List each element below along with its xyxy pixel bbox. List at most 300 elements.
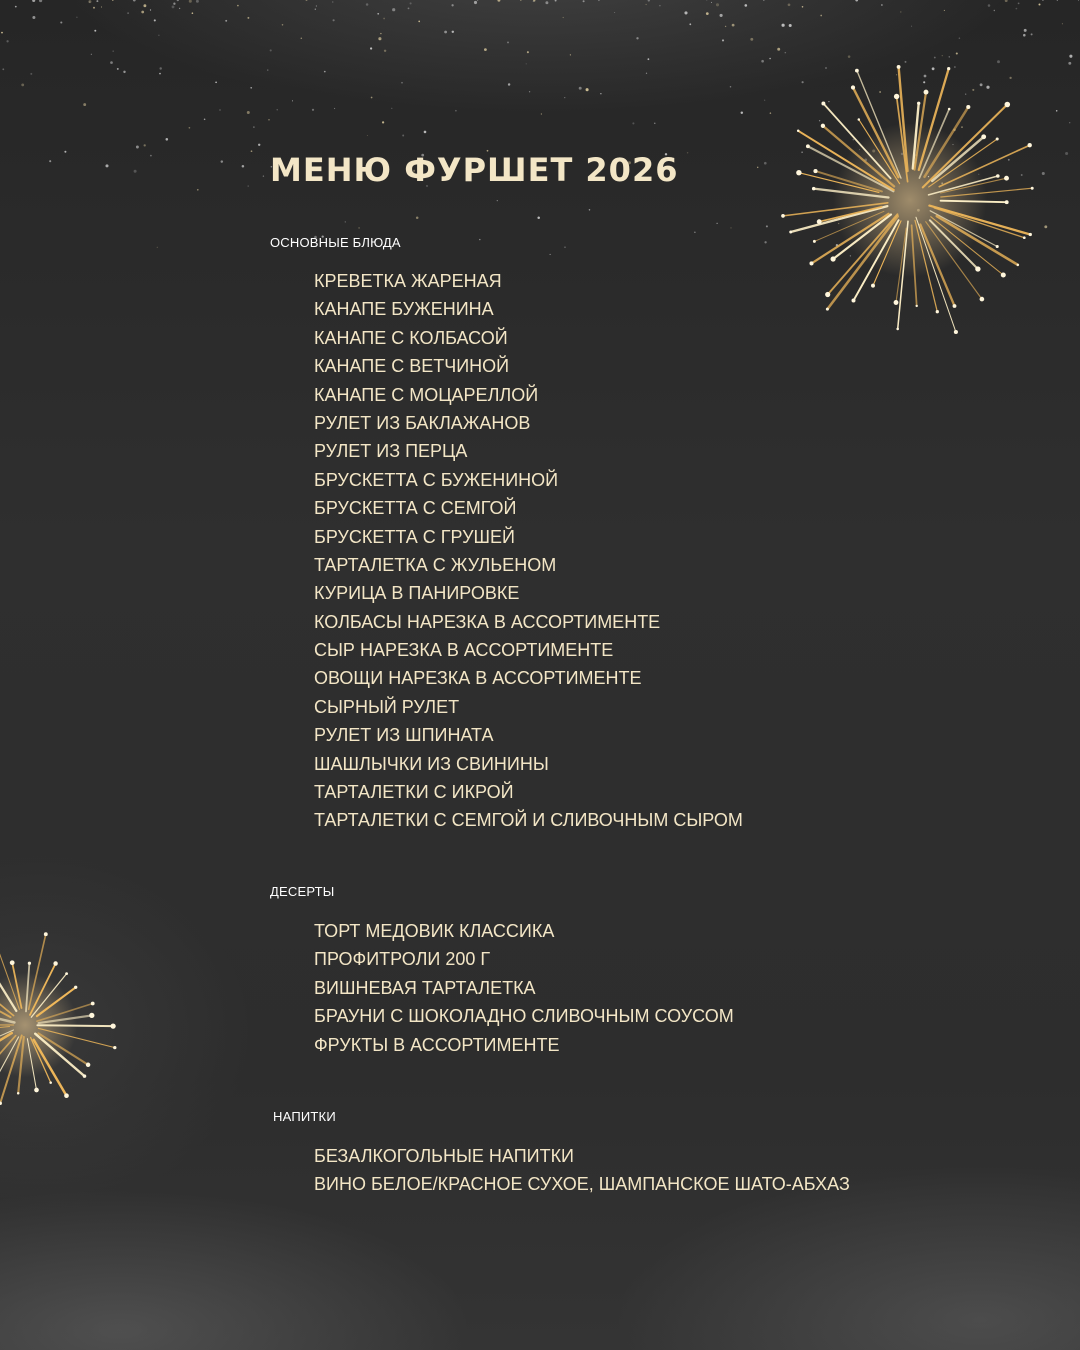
firework-spark-tip [806,144,810,148]
section-heading-drinks: НАПИТКИ [273,1109,336,1124]
star-dot [706,0,707,1]
star-dot [1008,159,1010,161]
firework-spark-tip [789,231,792,234]
star-dot [537,217,540,220]
firework-spark-tip [1001,273,1006,278]
star-dot [1057,0,1058,1]
list-item: БРУСКЕТТА С БУЖЕНИНОЙ [314,469,559,490]
star-dot [316,5,317,6]
star-dot [150,155,152,157]
firework-spark-tip [812,187,816,191]
firework-spark-tip [65,972,68,975]
star-dot [144,144,146,146]
list-item: КУРИЦА В ПАНИРОВКЕ [314,583,520,604]
section-heading-desserts: ДЕСЕРТЫ [270,884,335,899]
list-item: ТОРТ МЕДОВИК КЛАССИКА [314,921,555,941]
star-dot [750,38,753,41]
firework-spark-tip [1028,143,1032,147]
star-dot [741,111,743,113]
star-dot [744,4,747,7]
star-dot [507,41,509,43]
star-dot [136,146,139,149]
firework-spark-tip [91,1002,95,1006]
star-dot [157,247,158,248]
firework-spark-tip [0,1101,2,1105]
star-dot [277,109,278,110]
star-dot [225,20,227,22]
firework-spark-tip [915,305,917,307]
star-dot [345,221,346,222]
star-dot [91,54,92,55]
star-dot [1021,174,1023,176]
firework-spark-tip [896,328,899,331]
star-dot [301,38,303,40]
star-dot [972,89,974,91]
star-dot [179,8,180,9]
star-dot [1056,110,1058,112]
firework-spark-tip [1004,176,1009,181]
star-dot [1038,3,1040,5]
star-dot [189,0,192,3]
star-dot [1031,33,1033,35]
star-dot [687,152,688,153]
star-dot [850,255,851,256]
list-item: ТАРТАЛЕТКИ С СЕМГОЙ И СЛИВОЧНЫМ СЫРОМ [314,810,743,831]
star-dot [1005,0,1008,2]
drinks-list [314,1142,850,1199]
list-item: ТАРТАЛЕТКА С ЖУЛЬЕНОМ [314,554,557,575]
firework-spark-tip [981,134,986,139]
star-dot [769,58,771,60]
star-dot [242,165,245,168]
star-dot [1009,77,1011,79]
star-dot [378,37,381,40]
star-dot [204,119,206,121]
star-dot [801,152,802,153]
star-dot [986,86,989,89]
star-dot [684,11,687,14]
star-dot [932,67,935,70]
star-dot [777,48,780,51]
firework-spark-tip [966,105,970,109]
star-dot [820,15,822,17]
list-item: СЫРНЫЙ РУЛЕТ [314,696,460,717]
desserts-list [314,917,734,1059]
star-dot [477,0,478,1]
star-dot [788,3,791,6]
star-dot [646,4,647,5]
firework-spark-tip [86,1063,91,1068]
star-dot [545,1,548,4]
star-dot [1062,23,1063,24]
star-dot [424,131,427,134]
star-dot [324,71,326,73]
list-item: РУЛЕТ ИЗ ШПИНАТА [314,725,494,746]
firework-spark-tip [851,85,855,89]
firework-spark-tip [1017,264,1019,266]
star-dot [474,1,477,4]
star-dot [332,1,333,2]
star-dot [583,0,585,2]
star-dot [722,39,724,41]
star-dot [694,232,695,233]
firework-spark-tip [796,170,801,175]
star-dot [944,10,945,11]
star-dot [1069,122,1070,123]
star-dot [282,24,284,26]
star-dot [391,108,392,109]
star-dot [647,58,649,60]
star-dot [541,113,542,114]
star-dot [377,13,379,15]
star-dot [1069,55,1072,58]
star-dot [123,71,125,73]
star-dot [564,97,565,98]
star-dot [497,200,498,201]
star-dot [716,223,717,224]
star-dot [105,164,108,167]
star-dot [88,0,91,3]
firework-spark-tip [781,214,785,218]
firework-spark-tip [809,261,813,265]
star-dot [76,17,77,18]
star-dot [785,52,787,54]
star-dot [497,0,500,2]
star-dot [994,10,995,11]
firework-spark-tip [113,1046,116,1049]
star-dot [383,18,385,20]
star-dot [789,24,792,27]
star-dot [251,150,253,152]
list-item: БРУСКЕТТА С СЕМГОЙ [314,498,517,519]
star-dot [526,63,527,64]
list-item: КРЕВЕТКА ЖАРЕНАЯ [314,271,502,291]
firework-spark-tip [948,108,951,111]
star-dot [654,123,655,124]
list-item: ВИНО БЕЛОЕ/КРАСНОЕ СУХОЕ, ШАМПАНСКОЕ ШАТО-АБХАЗ [314,1174,850,1195]
star-dot [221,160,223,162]
star-dot [306,0,308,1]
firework-spark-tip [44,932,48,936]
star-dot [370,47,372,49]
star-dot [83,103,86,106]
firework-spark-tip [947,67,950,70]
firework-spark-tip [34,1088,39,1093]
star-dot [720,14,723,17]
star-dot [770,112,772,114]
firework-spark-tip [871,284,875,288]
star-dot [96,0,98,2]
main-dishes-list [314,267,743,835]
star-dot [15,6,17,8]
firework-spark-tip [936,310,939,313]
star-dot [1065,152,1068,155]
star-dot [520,0,521,1]
star-dot [192,12,194,14]
list-item: ВИШНЕВАЯ ТАРТАЛЕТКА [314,977,536,998]
star-dot [451,4,453,6]
star-dot [706,12,709,15]
star-dot [881,4,883,6]
firework-spark-tip [821,124,825,128]
firework-spark-tip [897,65,901,69]
star-dot [367,135,368,136]
star-dot [757,167,758,168]
star-dot [219,109,220,110]
star-dot [905,61,907,63]
star-dot [761,60,764,63]
star-dot [764,100,765,101]
star-dot [716,3,719,6]
star-dot [380,33,381,34]
star-dot [1018,3,1020,5]
star-dot [402,135,404,137]
star-dot [32,0,35,2]
star-dot [159,67,161,69]
star-dot [564,246,566,248]
list-item: ПРОФИТРОЛИ 200 Г [314,949,491,970]
firework-spark-tip [1005,200,1009,204]
firework-spark-tip [53,961,57,965]
star-dot [923,81,925,83]
star-dot [956,52,958,54]
firework-spark-tip [821,102,825,106]
star-dot [550,254,551,255]
firework-spark-tip [954,330,958,334]
star-dot [763,0,765,1]
firework-spark-tip [1023,236,1026,239]
star-dot [1023,34,1026,37]
star-dot [764,241,766,243]
firework-spark-tip [831,256,836,261]
star-dot [632,122,634,124]
star-dot [648,0,650,2]
star-dot [384,50,386,52]
star-dot [589,209,591,211]
star-dot [879,91,881,93]
list-item: КАНАПЕ БУЖЕНИНА [314,299,494,320]
star-dot [248,185,249,186]
section-heading-main: ОСНОВНЫЕ БЛЮДА [270,235,401,250]
star-dot [247,111,250,114]
firework-spark-tip [980,297,985,302]
firework-spark-tip [64,1093,69,1098]
star-dot [270,49,272,51]
star-dot [110,61,113,64]
star-dot [732,24,735,27]
star-dot [150,9,151,10]
star-dot [371,97,373,99]
firework-spark-tip [813,169,817,173]
star-dot [1078,0,1079,1]
star-dot [392,8,395,11]
star-dot [766,225,768,227]
list-item: БЕЗАЛКОГОЛЬНЫЕ НАПИТКИ [314,1146,574,1166]
star-dot [196,0,199,3]
list-item: КОЛБАСЫ НАРЕЗКА В АССОРТИМЕНТЕ [314,611,661,632]
star-dot [848,55,851,58]
star-dot [141,11,144,14]
list-item: РУЛЕТ ИЗ ПЕРЦА [314,441,468,462]
star-dot [598,0,600,1]
firework-spark-tip [855,69,859,73]
star-dot [479,239,480,240]
star-dot [127,12,129,14]
firework-spark-tip [49,1081,52,1084]
star-dot [725,26,726,27]
star-dot [965,94,966,95]
star-dot [1042,172,1045,175]
firework-spark-tip [74,986,77,989]
star-dot [711,2,712,3]
firework-spark-tip [17,1092,20,1095]
star-dot [112,0,113,1]
firework-spark-tip [825,292,830,297]
star-dot [764,162,767,165]
star-dot [802,81,804,83]
star-dot [782,24,785,27]
star-dot [988,4,991,7]
star-dot [143,4,146,7]
star-dot [2,68,4,70]
star-dot [579,87,582,90]
firework-spark-tip [851,298,855,302]
star-dot [416,216,419,219]
page-title: МЕНЮ ФУРШЕТ 2026 [270,151,679,189]
firework-spark-tip [826,308,829,311]
star-dot [177,0,179,1]
firework-spark-tip [813,240,816,243]
star-dot [455,110,457,112]
star-dot [570,54,571,55]
star-dot [961,126,963,128]
firework-spark [37,1025,113,1026]
star-dot [312,109,314,111]
star-dot [586,88,589,91]
firework-spark-tip [996,174,1000,178]
star-dot [333,19,335,21]
star-dot [484,48,487,51]
star-dot [197,189,199,191]
star-dot [563,17,564,18]
star-dot [158,35,159,36]
star-dot [173,3,175,5]
star-dot [819,120,820,121]
star-dot [527,51,529,53]
star-dot [911,26,912,27]
star-dot [253,126,254,127]
star-dot [1024,29,1027,32]
star-dot [268,119,270,121]
list-item: ТАРТАЛЕТКИ С ИКРОЙ [314,782,514,803]
firework-spark-tip [817,219,822,224]
firework-icon [0,932,116,1105]
star-dot [263,175,264,176]
star-dot [802,6,804,8]
star-dot [382,121,384,123]
firework-spark-tip [89,1013,94,1018]
list-item: КАНАПЕ С МОЦАРЕЛЛОЙ [314,384,539,405]
list-item: КАНАПЕ С КОЛБАСОЙ [314,327,508,348]
star-dot [659,5,661,7]
star-dot [117,68,119,70]
star-dot [900,11,901,12]
star-dot [267,70,268,71]
star-dot [689,23,691,25]
star-dot [6,40,8,42]
firework-spark-tip [953,304,957,308]
star-dot [853,139,855,141]
list-item: ШАШЛЫЧКИ ИЗ СВИНИНЫ [314,753,549,774]
star-dot [154,19,156,21]
star-dot [1042,0,1044,1]
star-dot [855,0,858,1]
star-dot [94,30,96,32]
star-dot [30,73,32,75]
star-dot [1,32,3,34]
firework-spark-tip [1031,187,1034,190]
star-dot [614,12,615,13]
star-dot [452,31,454,33]
star-dot [358,227,360,229]
star-dot [133,0,136,1]
star-dot [1016,8,1018,10]
firework-spark-tip [28,962,31,965]
star-dot [315,9,316,10]
star-dot [60,21,62,23]
star-dot [949,56,950,57]
star-dot [954,66,956,68]
list-item: РУЛЕТ ИЗ БАКЛАЖАНОВ [314,412,531,433]
star-dot [825,67,827,69]
star-dot [134,170,137,173]
star-dot [959,37,961,39]
star-dot [247,17,249,19]
star-dot [444,31,447,34]
firework-spark-tip [894,94,899,99]
star-dot [172,6,175,9]
star-dot [980,83,983,86]
star-dot [508,83,510,85]
firework-spark-tip [924,90,929,95]
firework-spark-tip [996,137,999,140]
star-dot [250,87,252,89]
star-dot [408,7,410,9]
firework-spark-tip [975,266,980,271]
star-dot [166,138,169,141]
star-dot [334,108,335,109]
star-dot [32,16,35,19]
list-item: СЫР НАРЕЗКА В АССОРТИМЕНТЕ [314,640,614,661]
list-item: КАНАПЕ С ВЕТЧИНОЙ [314,356,510,377]
list-item: ОВОЩИ НАРЕЗКА В АССОРТИМЕНТЕ [314,668,642,689]
star-dot [366,3,369,6]
star-dot [997,60,1000,63]
firework-spark-tip [797,130,800,133]
firework-spark-tip [996,245,999,248]
star-dot [1068,62,1071,65]
list-item: ФРУКТЫ В АССОРТИМЕНТЕ [314,1034,560,1055]
list-item: БРАУНИ С ШОКОЛАДНО СЛИВОЧНЫМ СОУСОМ [314,1006,734,1027]
star-dot [934,57,936,59]
star-dot [112,50,114,52]
star-dot [215,81,217,83]
star-dot [93,7,95,9]
star-dot [401,82,403,84]
list-item: БРУСКЕТТА С ГРУШЕЙ [314,526,515,547]
star-dot [896,74,897,75]
star-dot [646,73,647,74]
